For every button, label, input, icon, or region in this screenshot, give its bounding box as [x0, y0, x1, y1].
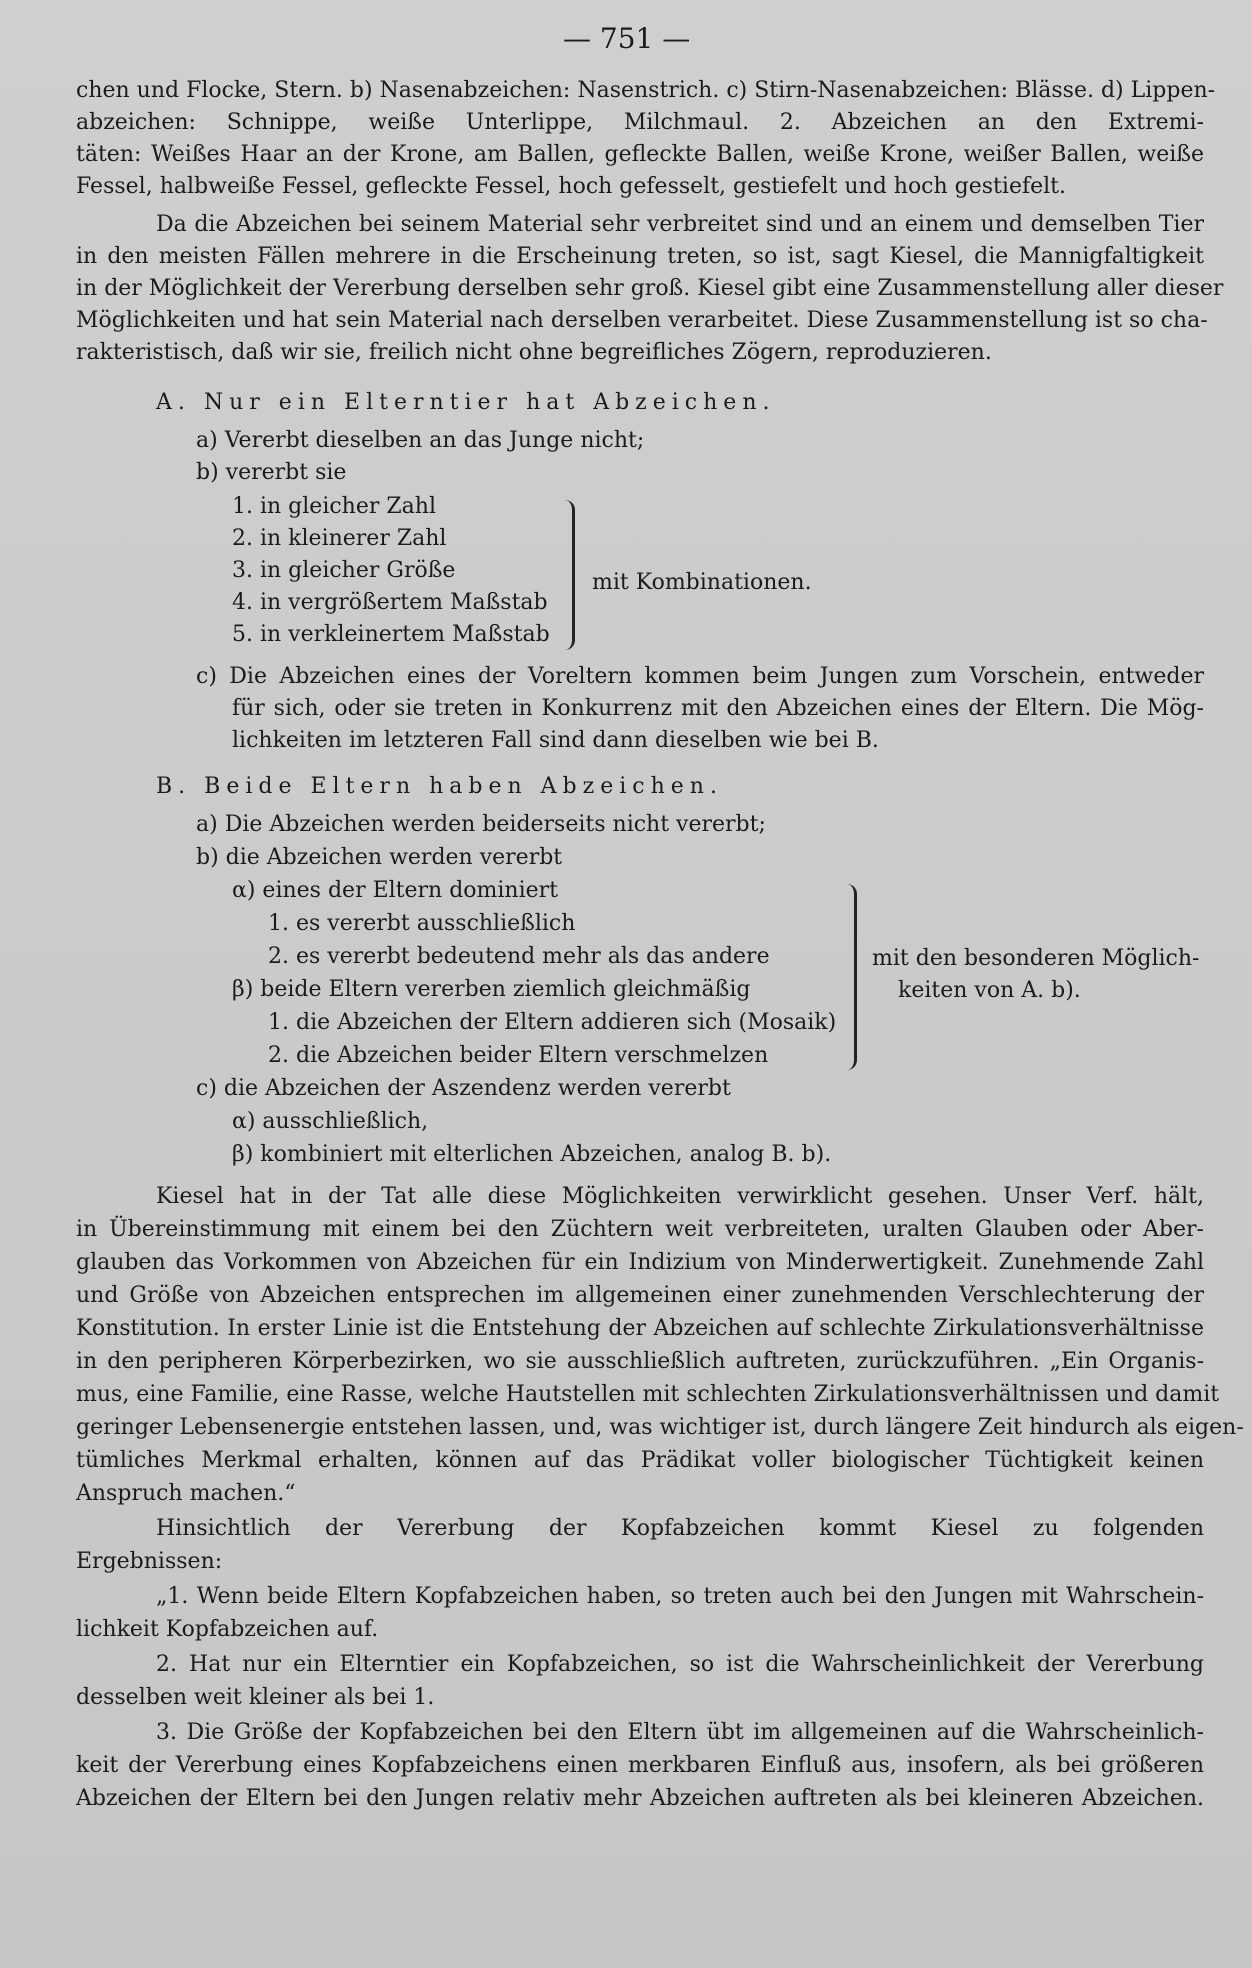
page-number: — 751 —: [563, 22, 691, 55]
result-line: keit der Vererbung eines Kopfabzeichens einen merkbaren Einfluß aus, insofern, als bei größeren: [76, 1753, 1204, 1778]
paragraph-line: Da die Abzeichen bei seinem Material sehr verbreitet sind und an einem und demselben Tier: [156, 212, 1204, 237]
section-a-item-c: lichkeiten im letzteren Fall sind dann dieselben wie bei B.: [232, 728, 879, 753]
section-b-item-b: b) die Abzeichen werden vererbt: [196, 845, 563, 870]
section-b-c-alpha: α) ausschließlich,: [232, 1109, 429, 1134]
paragraph-line: und Größe von Abzeichen entsprechen im allgemeinen einer zunehmenden Verschlechterung der: [76, 1283, 1204, 1308]
section-a-item-a: a) Vererbt dieselben an das Junge nicht;: [196, 428, 645, 453]
section-a-subitem: 5. in verkleinertem Maßstab: [232, 622, 550, 647]
section-b-beta: β) beide Eltern vererben ziemlich gleichmäßig: [232, 977, 751, 1002]
section-b-alpha: α) eines der Eltern dominiert: [232, 878, 559, 903]
paragraph-line: Konstitution. In erster Linie ist die Entstehung der Abzeichen auf schlechte Zirkulationsverhältnisse: [76, 1316, 1204, 1341]
section-b-beta-item: 2. die Abzeichen beider Eltern verschmelzen: [268, 1043, 769, 1068]
section-b-brace-label: keiten von A. b).: [898, 978, 1081, 1003]
paragraph-line: Ergebnissen:: [76, 1549, 223, 1574]
section-a-brace: [560, 500, 575, 650]
result-line: 3. Die Größe der Kopfabzeichen bei den Eltern übt im allgemeinen auf die Wahrscheinlich-: [156, 1720, 1204, 1745]
paragraph-line: Möglichkeiten und hat sein Material nach derselben verarbeitet. Diese Zusammenstellung ist so cha-: [76, 308, 1208, 333]
section-b-beta-item: 1. die Abzeichen der Eltern addieren sich (Mosaik): [268, 1010, 837, 1035]
section-a-item-c: c) Die Abzeichen eines der Voreltern kommen beim Jungen zum Vorschein, entweder: [196, 664, 1204, 689]
paragraph-line: geringer Lebensenergie entstehen lassen, und, was wichtiger ist, durch längere Zeit hindurch als eigen-: [76, 1415, 1244, 1440]
paragraph-line: mus, eine Familie, eine Rasse, welche Hautstellen mit schlechten Zirkulationsverhältnissen und damit: [76, 1382, 1220, 1407]
section-b-alpha-item: 2. es vererbt bedeutend mehr als das andere: [268, 944, 770, 969]
section-b-c-beta: β) kombiniert mit elterlichen Abzeichen, analog B. b).: [232, 1142, 832, 1167]
section-b-brace-label: mit den besonderen Möglich-: [872, 946, 1200, 971]
section-a-subitem: 4. in vergrößertem Maßstab: [232, 590, 548, 615]
section-a-item-c: für sich, oder sie treten in Konkurrenz mit den Abzeichen eines der Eltern. Die Mög-: [232, 696, 1204, 721]
result-line: 2. Hat nur ein Elterntier ein Kopfabzeichen, so ist die Wahrscheinlichkeit der Vererbung: [156, 1652, 1204, 1677]
paragraph-line: in der Möglichkeit der Vererbung derselben sehr groß. Kiesel gibt eine Zusammenstellung aller dieser: [76, 276, 1224, 301]
paragraph-line: Kiesel hat in der Tat alle diese Möglichkeiten verwirklicht gesehen. Unser Verf. hält,: [156, 1184, 1204, 1209]
paragraph-line: in Übereinstimmung mit einem bei den Züchtern weit verbreiteten, uralten Glauben oder Aber-: [76, 1217, 1204, 1242]
section-a-subitem: 3. in gleicher Größe: [232, 558, 456, 583]
intro-line: Fessel, halbweiße Fessel, gefleckte Fessel, hoch gefesselt, gestiefelt und hoch gestiefelt.: [76, 174, 1066, 199]
section-a-item-b: b) vererbt sie: [196, 460, 347, 485]
intro-line: täten: Weißes Haar an der Krone, am Ballen, gefleckte Ballen, weiße Krone, weißer Ballen, weiße: [76, 142, 1204, 167]
intro-line: abzeichen: Schnippe, weiße Unterlippe, Milchmaul. 2. Abzeichen an den Extremi-: [76, 110, 1204, 135]
section-a-subitem: 2. in kleinerer Zahl: [232, 526, 447, 551]
paragraph-line: glauben das Vorkommen von Abzeichen für ein Indizium von Minderwertigkeit. Zunehmende Zahl: [76, 1250, 1204, 1275]
section-a-brace-label: mit Kombinationen.: [592, 570, 812, 595]
section-b-brace: [842, 884, 857, 1070]
section-b-heading: B. Beide Eltern haben Abzeichen.: [156, 774, 723, 799]
paragraph-line: Hinsichtlich der Vererbung der Kopfabzeichen kommt Kiesel zu folgenden: [156, 1516, 1204, 1541]
intro-line: chen und Flocke, Stern. b) Nasenabzeichen: Nasenstrich. c) Stirn-Nasenabzeichen: Blässe. d) Lippen-: [76, 78, 1216, 103]
section-b-item-a: a) Die Abzeichen werden beiderseits nicht vererbt;: [196, 812, 766, 837]
paragraph-line: in den meisten Fällen mehrere in die Erscheinung treten, so ist, sagt Kiesel, die Mannigfaltigkeit: [76, 244, 1204, 269]
section-a-subitem: 1. in gleicher Zahl: [232, 494, 436, 519]
section-b-alpha-item: 1. es vererbt ausschließlich: [268, 911, 576, 936]
section-a-heading: A. Nur ein Elterntier hat Abzeichen.: [156, 390, 776, 415]
result-line: Abzeichen der Eltern bei den Jungen relativ mehr Abzeichen auftreten als bei kleineren Abzeichen.: [76, 1786, 1204, 1811]
result-line: lichkeit Kopfabzeichen auf.: [76, 1617, 379, 1642]
paragraph-line: tümliches Merkmal erhalten, können auf das Prädikat voller biologischer Tüchtigkeit keinen: [76, 1448, 1204, 1473]
result-line: desselben weit kleiner als bei 1.: [76, 1685, 435, 1710]
paragraph-line: in den peripheren Körperbezirken, wo sie ausschließlich auftreten, zurückzuführen. „Ein Organis-: [76, 1349, 1204, 1374]
paragraph-line: Anspruch machen.“: [76, 1481, 296, 1506]
paragraph-line: rakteristisch, daß wir sie, freilich nicht ohne begreifliches Zögern, reproduzieren.: [76, 340, 992, 365]
section-b-item-c: c) die Abzeichen der Aszendenz werden vererbt: [196, 1076, 731, 1101]
result-line: „1. Wenn beide Eltern Kopfabzeichen haben, so treten auch bei den Jungen mit Wahrschein-: [156, 1584, 1204, 1609]
